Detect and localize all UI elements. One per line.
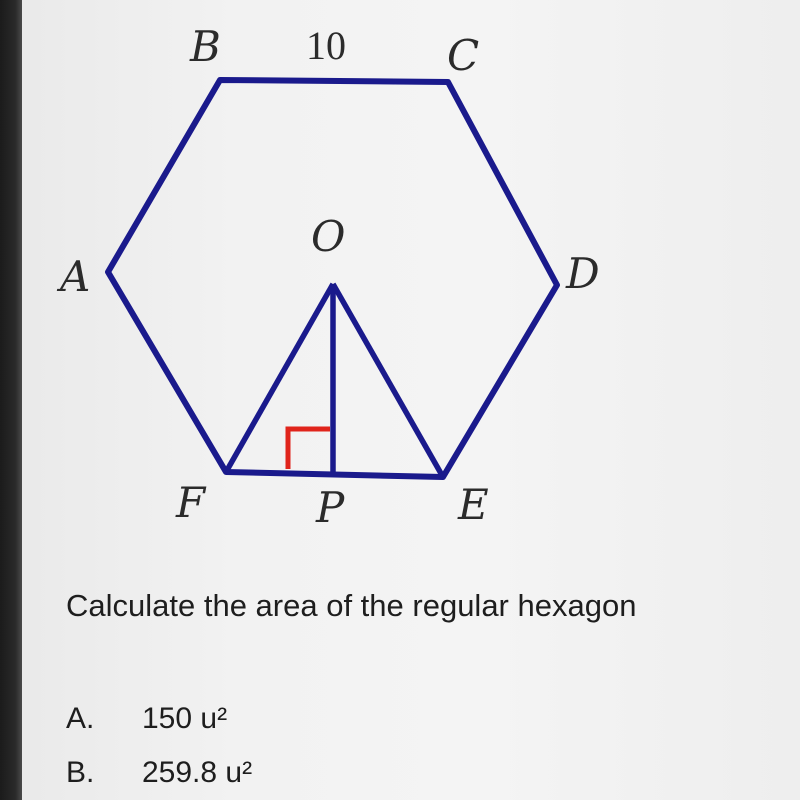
vertex-label-E: E xyxy=(458,480,489,529)
vertex-label-A: A xyxy=(60,252,91,301)
question-text: Calculate the area of the regular hexagon xyxy=(66,588,637,623)
vertex-label-P: P xyxy=(316,483,345,532)
answer-choice-a[interactable] xyxy=(66,702,227,736)
vertex-label-D: D xyxy=(566,249,600,298)
segment-OE xyxy=(333,284,443,477)
vertex-label-C: C xyxy=(447,31,480,80)
answer-choice-b[interactable] xyxy=(66,756,252,790)
choice-text: 150 u² xyxy=(142,702,228,735)
right-angle-marker xyxy=(288,429,330,469)
segment-OF xyxy=(226,284,333,472)
vertex-label-F: F xyxy=(176,478,206,527)
choice-letter: B. xyxy=(66,756,95,789)
side-length-label: 10 xyxy=(306,23,346,68)
choice-text: 259.8 u² xyxy=(142,756,253,789)
vertex-label-O: O xyxy=(311,212,346,261)
choice-letter: A. xyxy=(66,702,95,735)
vertex-label-B: B xyxy=(190,22,221,71)
